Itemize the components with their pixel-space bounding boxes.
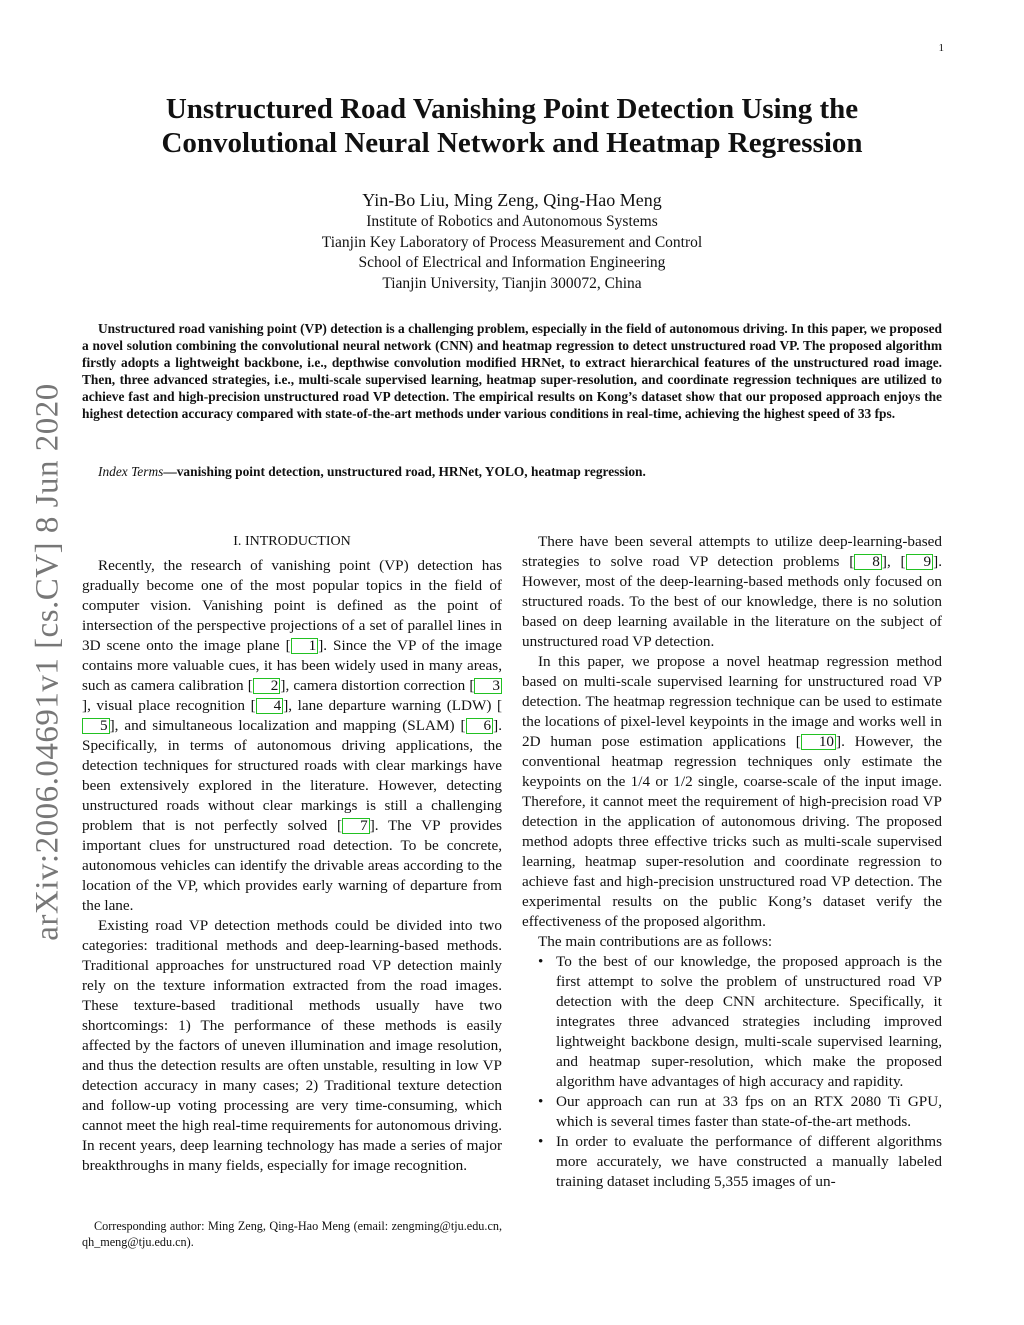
affiliation-line: School of Electrical and Information Engineering — [358, 254, 666, 271]
text-run: . However, most of the deep-learning-based methods only focused on structured roads. To the best of our knowledge, there is no solution based on deep learning available in the literature on the subject of unstructured road VP detection. — [522, 553, 942, 650]
text-run: Recently, the research of vanishing point (VP) detection has gradually become one of the most popular topics in the field of computer vision. Vanishing point is defined as the point of intersection of the perspective projections of a set of parallel lines in 3D scene onto the image plane — [82, 557, 502, 654]
section-initial: I — [244, 534, 250, 549]
citation-link[interactable]: 9 — [906, 554, 934, 570]
citation-link[interactable]: 3 — [474, 678, 502, 694]
paragraph: Existing road VP detection methods could be divided into two categories: traditional methods and deep-learning-based methods. Traditional approaches for unstructured road VP detection mainly rely on the texture information extracted from the road images. These texture-based traditional methods usually have two shortcomings: 1) The performance of these methods is easily affected by the factors of uneven illumination and image resolution, and thus the detection results are often unstable, resulting in low VP detection accuracy in many cases; 2) Traditional texture detection and follow-up voting processing are very time-consuming, which cannot meet the high real-time requirements for autonomous driving. In recent years, deep learning technology has made a series of major breakthroughs in many fields, especially for image recognition. — [82, 917, 502, 1174]
text-run: , visual place recognition — [87, 697, 251, 714]
left-column — [82, 532, 502, 1176]
citation-link[interactable]: 7 — [342, 818, 370, 834]
text-run: There have been several attempts to utilize deep-learning-based strategies to solve road VP detection problems — [522, 533, 942, 570]
citation-link[interactable]: 1 — [291, 638, 319, 654]
page-number: 1 — [938, 42, 944, 54]
paragraph: Recently, the research of vanishing point (VP) detection has gradually become one of the most popular topics in the field of computer vision. Vanishing point is defined as the point of intersection of the perspective projections of a set of parallel lines in 3D scene onto the image plane [ 1 ]. Since the VP of the image contains more valuable cues, it has been widely used in many areas, such as camera calibration [ 2 ], camera distortion correction [ 3], visual place recognition [ 4 ], lane departure warning (LDW) [5 ], and simultaneous localization and mapping (SLAM) [ 6 ]. Specifically, in terms of autonomous driving applications, the detection techniques for structured roads with clear markings have been extensively explored in the literature. However, detecting unstructured roads without clear markings is still a challenging problem that is not perfectly solved [ 7 ]. The VP provides important clues for unstructured road detection. To be concrete, autonomous vehicles can identify the drivable areas according to the location of the VP, which provides early warning of departure from the lane. — [82, 557, 503, 914]
paragraph: The main contributions are as follows: — [538, 933, 773, 950]
index-terms — [82, 463, 942, 480]
abstract: Unstructured road vanishing point (VP) detection is a challenging problem, especially in the field of autonomous driving. In this paper, we proposed a novel solution combining the convolutional neural network (CNN) and heatmap regression to detect unstructured road VP. The proposed algorithm firstly adopts a lightweight backbone, i.e., depthwise convolution modified HRNet, to extract hierarchical features of the unstructured road image. Then, three advanced strategies, i.e., multi-scale supervised learning, heatmap super-resolution, and coordinate regression techniques are utilized to achieve fast and high-precision unstructured road VP detection. The empirical results on Kong’s dataset show that our proposed approach enjoys the highest detection accuracy compared with state-of-the-art methods under various conditions in real-time, achieving the highest speed of 33 fps. — [82, 321, 942, 421]
text-run: , lane departure warning (LDW) — [288, 697, 497, 714]
paper-title: Unstructured Road Vanishing Point Detection Using the Convolutional Neural Network and Heatmap Regression — [161, 93, 863, 159]
footnote: Corresponding author: Ming Zeng, Qing-Hao Meng (email: zengming@tju.edu.cn, qh_meng@tju.edu.cn). — [82, 1219, 502, 1249]
paragraph: There have been several attempts to utilize deep-learning-based strategies to solve road VP detection problems [ 8 ], [ 9 ]. However, most of the deep-learning-based methods only focused on structured roads. To the best of our knowledge, there is no solution based on deep learning available in the literature on the subject of unstructured road VP detection. — [522, 533, 942, 650]
section-number: I. — [233, 534, 245, 549]
contributions-list — [522, 952, 942, 1192]
list-item: • To the best of our knowledge, the proposed approach is the first attempt to solve the problem of unstructured road VP detection with the deep CNN architecture. Specifically, it integrates three advanced strategies including improved lightweight backbone design, multi-scale supervised learning, and heatmap super-resolution, which make the proposed algorithm have advantages of high accuracy and rapidity. — [522, 952, 942, 1092]
index-terms-text: —vanishing point detection, unstructured road, HRNet, YOLO, heatmap regression. — [163, 464, 646, 479]
text-run: , camera distortion correction — [285, 677, 470, 694]
arxiv-stamp — [18, 362, 78, 962]
affiliation-line: Institute of Robotics and Autonomous Systems — [366, 213, 658, 230]
arxiv-id[interactable]: arXiv:2006.04691v1 [cs.CV] 8 Jun 2020 — [29, 383, 66, 941]
right-column — [522, 532, 942, 1192]
citation-link[interactable]: 5 — [82, 718, 110, 734]
citation-link[interactable]: 8 — [854, 554, 882, 570]
affiliation-line: Tianjin University, Tianjin 300072, China — [382, 274, 642, 292]
text-run: , and simultaneous localization and mapping (SLAM) — [114, 717, 461, 734]
paragraph: In this paper, we propose a novel heatmap regression method based on multi-scale supervised learning for unstructured road VP detection. The heatmap regression technique can be used to estimate the locations of pixel-level keypoints in the image and works well in 2D human pose estimation applications [ 10 ]. However, the conventional heatmap regression techniques only estimate the keypoints on the 1/4 or 1/2 single, coarse-scale of the input image. Therefore, it cannot meet the requirement of high-precision road VP detection in the application of autonomous driving. The proposed method adopts three effective tricks such as multi-scale supervised learning, heatmap super-resolution and coordinate regression to achieve fast and high-precision unstructured road VP detection. The experimental results on the public Kong’s dataset verify the effectiveness of the proposed algorithm. — [522, 653, 943, 930]
list-item: • Our approach can run at 33 fps on an RTX 2080 Ti GPU, which is several times faster than state-of-the-art methods. — [522, 1092, 942, 1132]
citation-link[interactable]: 4 — [256, 698, 284, 714]
text-run: In this paper, we propose a novel heatmap regression method based on multi-scale supervised learning for unstructured road VP detection. The heatmap regression technique can be used to estimate the locations of pixel-level keypoints in the image and works well in 2D human pose estimation applications — [522, 653, 942, 750]
index-terms-label: Index Terms — [98, 464, 164, 479]
citation-link[interactable]: 2 — [253, 678, 281, 694]
author-names: Yin-Bo Liu, Ming Zeng, Qing-Hao Meng — [362, 190, 662, 210]
text-run: , — [886, 553, 901, 570]
section-heading — [82, 532, 502, 552]
author-block — [100, 188, 924, 294]
text-run: . Specifically, in terms of autonomous driving applications, the detection techniques for structured roads with clear markings have been extensively explored in the literature. However, detecting unstructured roads without clear markings is still a challenging problem that is not perfectly solved — [82, 717, 502, 834]
list-item: • In order to evaluate the performance of different algorithms more accurately, we have constructed a manually labeled training dataset including 5,355 images of un- — [522, 1132, 942, 1192]
text-run: . The VP provides important clues for unstructured road detection. To be concrete, autonomous vehicles can identify the drivable areas according to the location of the VP, which provides early warning of departure from the lane. — [82, 817, 503, 914]
citation-link[interactable]: 10 — [801, 734, 836, 750]
text-run: . Since the VP of the image contains more valuable cues, it has been widely used in many areas, such as camera calibration — [82, 637, 503, 694]
affiliation-line: Tianjin Key Laboratory of Process Measurement and Control — [321, 233, 703, 251]
text-run: . However, the conventional heatmap regression techniques only estimate the keypoints on the 1/4 or 1/2 single, coarse-scale of the input image. Therefore, it cannot meet the requirement of high-precision road VP detection in the application of autonomous driving. The proposed method adopts three effective tricks such as multi-scale supervised learning, heatmap super-resolution and coordinate regression to achieve fast and high-precision unstructured road VP detection. The experimental results on the public Kong’s dataset verify the effectiveness of the proposed algorithm. — [522, 733, 943, 930]
section-title-rest: NTRODUCTION — [249, 534, 351, 549]
citation-link[interactable]: 6 — [466, 718, 494, 734]
